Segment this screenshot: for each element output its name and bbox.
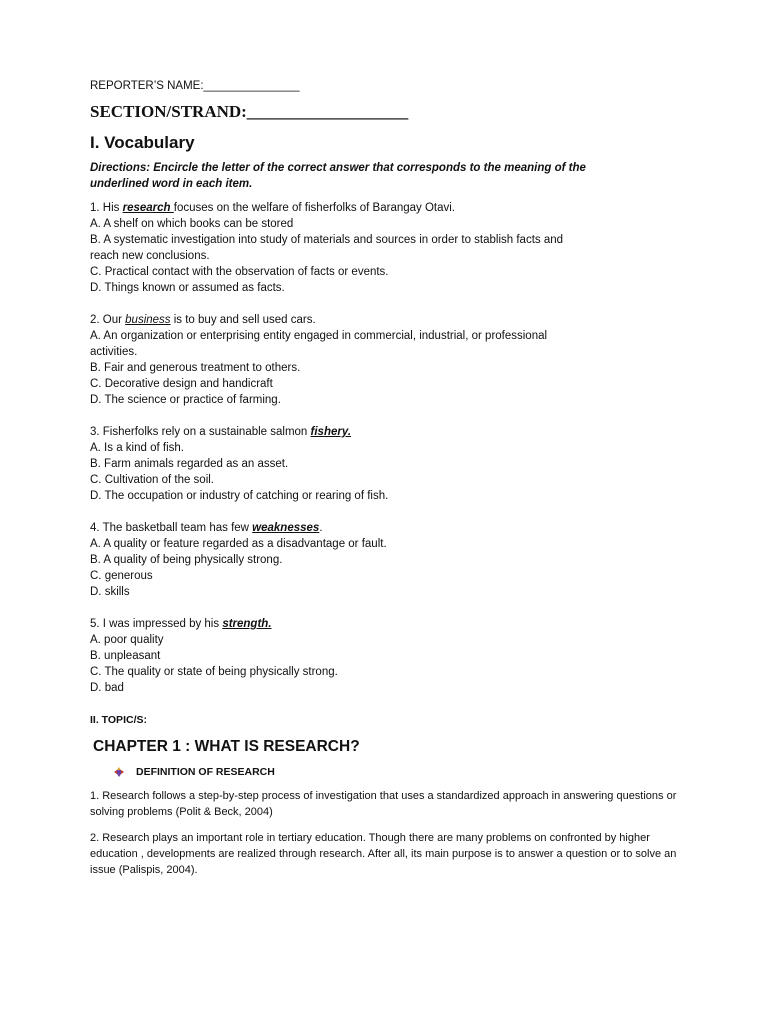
- question-item-3: [90, 424, 690, 504]
- answer-option[interactable]: A. A quality or feature regarded as a disadvantage or fault.: [90, 538, 387, 550]
- answer-option[interactable]: A. An organization or enterprising entity engaged in commercial, industrial, or professional: [90, 330, 548, 342]
- definition-paragraph-1: 1. Research follows a step-by-step process of investigation that uses a standardized approach in answering questions or solving problems (Polit & Beck, 2004): [90, 790, 677, 818]
- topics-heading: II. TOPIC/S:: [90, 714, 147, 726]
- question-item-4: [90, 520, 690, 600]
- answer-option-continued: activities.: [90, 346, 138, 358]
- answer-option[interactable]: C. Practical contact with the observation of facts or events.: [90, 266, 389, 278]
- answer-option[interactable]: D. The occupation or industry of catching or rearing of fish.: [90, 490, 389, 502]
- question-stem: [90, 200, 690, 216]
- reporter-name-line: REPORTER’S NAME:_______________: [90, 80, 300, 92]
- stem-prefix: 2. Our: [90, 314, 126, 326]
- answer-option[interactable]: B. A quality of being physically strong.: [90, 554, 283, 566]
- answer-option[interactable]: B. A systematic investigation into study of materials and sources in order to stablish facts and: [90, 234, 564, 246]
- answer-option[interactable]: D. skills: [90, 586, 130, 598]
- answer-option[interactable]: C. Decorative design and handicraft: [90, 378, 273, 390]
- answer-option[interactable]: C. The quality or state of being physically strong.: [90, 666, 338, 678]
- answer-option[interactable]: A. A shelf on which books can be stored: [90, 218, 294, 230]
- definition-bullet: [114, 764, 690, 780]
- chapter-title: CHAPTER 1 : WHAT IS RESEARCH?: [93, 738, 360, 755]
- question-stem: [90, 424, 690, 440]
- underlined-keyword: business: [125, 314, 171, 326]
- directions-line-1: Directions: Encircle the letter of the correct answer that corresponds to the meaning of the: [90, 162, 586, 174]
- bullet-label: DEFINITION OF RESEARCH: [136, 766, 275, 778]
- definition-paragraph-2: 2. Research plays an important role in tertiary education. Though there are many problems on confronted by higher education , developments are realized through research. After all, its main purpose is to answer a question or to solve an issue (Palispis, 2004).: [90, 832, 677, 876]
- section-strand-line: SECTION/STRAND:___________________: [90, 102, 409, 121]
- underlined-keyword: research: [122, 202, 174, 214]
- stem-prefix: 5. I was impressed by his: [90, 618, 223, 630]
- question-item-1: [90, 200, 690, 296]
- answer-option[interactable]: D. The science or practice of farming.: [90, 394, 281, 406]
- answer-option[interactable]: D. Things known or assumed as facts.: [90, 282, 285, 294]
- worksheet-page: [90, 78, 690, 888]
- stem-suffix: focuses on the welfare of fisherfolks of Barangay Otavi.: [173, 202, 456, 214]
- answer-option[interactable]: B. Fair and generous treatment to others.: [90, 362, 301, 374]
- answer-option[interactable]: A. Is a kind of fish.: [90, 442, 184, 454]
- stem-suffix: .: [319, 522, 323, 534]
- answer-option[interactable]: B. Farm animals regarded as an asset.: [90, 458, 289, 470]
- question-stem: [90, 616, 690, 632]
- stem-prefix: 3. Fisherfolks rely on a sustainable salmon: [90, 426, 311, 438]
- answer-option-continued: reach new conclusions.: [90, 250, 210, 262]
- vocabulary-heading: I. Vocabulary: [90, 133, 195, 152]
- stem-prefix: 1. His: [90, 202, 123, 214]
- answer-option[interactable]: B. unpleasant: [90, 650, 161, 662]
- directions-line-2: underlined word in each item.: [90, 178, 253, 190]
- question-stem: [90, 520, 690, 536]
- answer-option[interactable]: A. poor quality: [90, 634, 164, 646]
- question-item-2: [90, 312, 690, 408]
- question-item-5: [90, 616, 690, 696]
- arrow-cross-bullet-icon: [114, 767, 124, 777]
- answer-option[interactable]: D. bad: [90, 682, 124, 694]
- stem-prefix: 4. The basketball team has few: [90, 522, 253, 534]
- answer-option[interactable]: C. generous: [90, 570, 153, 582]
- directions: [90, 160, 690, 192]
- underlined-keyword: strength.: [222, 618, 272, 630]
- stem-suffix: is to buy and sell used cars.: [170, 314, 316, 326]
- underlined-keyword: weaknesses: [252, 522, 320, 534]
- answer-option[interactable]: C. Cultivation of the soil.: [90, 474, 215, 486]
- question-stem: [90, 312, 690, 328]
- underlined-keyword: fishery.: [310, 426, 352, 438]
